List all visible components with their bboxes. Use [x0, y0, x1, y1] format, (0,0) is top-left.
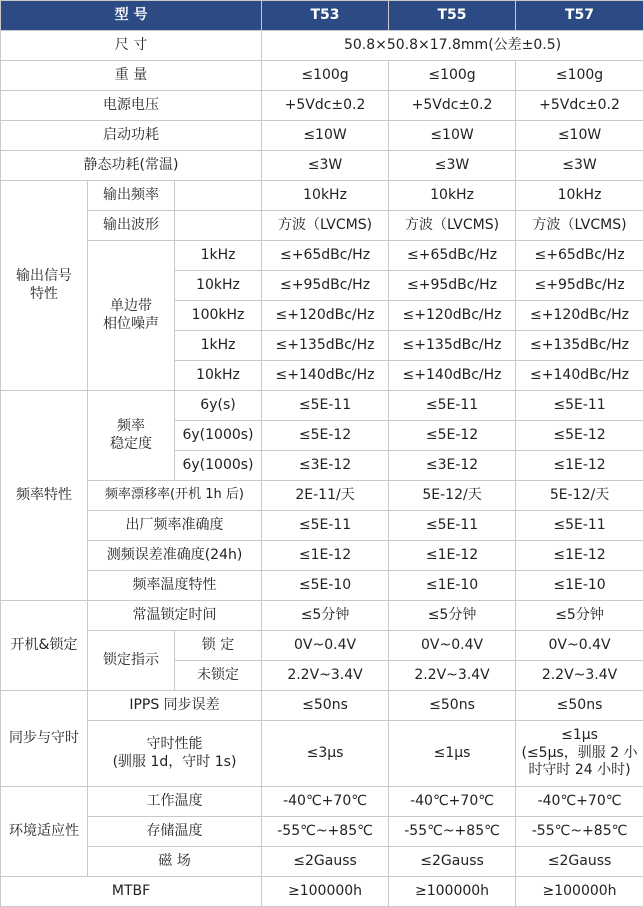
noise-offset: 100kHz [175, 301, 262, 331]
noise-t53: ≤+65dBc/Hz [262, 241, 389, 271]
noise-t55: ≤+135dBc/Hz [389, 331, 516, 361]
table-row [1, 817, 643, 847]
op-temp-t53: -40℃+70℃ [262, 787, 389, 817]
store-temp-t55: -55℃~+85℃ [389, 817, 516, 847]
header-t53: T53 [262, 1, 389, 31]
weight-t57: ≤100g [516, 61, 643, 91]
noise-t53: ≤+95dBc/Hz [262, 271, 389, 301]
table-row [1, 151, 643, 181]
phase-noise-label: 单边带 相位噪声 [88, 241, 175, 391]
table-row [1, 847, 643, 877]
table-row [1, 877, 643, 907]
weight-t53: ≤100g [262, 61, 389, 91]
unlocked-t57: 2.2V~3.4V [516, 661, 643, 691]
op-temp-label: 工作温度 [88, 787, 262, 817]
measure-label: 测频误差准确度(24h) [88, 541, 262, 571]
table-row [1, 241, 643, 271]
drift-t53: 2E-11/天 [262, 481, 389, 511]
table-row [1, 511, 643, 541]
store-temp-t57: -55℃~+85℃ [516, 817, 643, 847]
noise-offset: 10kHz [175, 361, 262, 391]
noise-t53: ≤+135dBc/Hz [262, 331, 389, 361]
noise-offset: 10kHz [175, 271, 262, 301]
voltage-t57: +5Vdc±0.2 [516, 91, 643, 121]
startup-power-t55: ≤10W [389, 121, 516, 151]
ipps-label: IPPS 同步误差 [88, 691, 262, 721]
noise-t55: ≤+140dBc/Hz [389, 361, 516, 391]
header-t57: T57 [516, 1, 643, 31]
noise-t53: ≤+140dBc/Hz [262, 361, 389, 391]
header-t55: T55 [389, 1, 516, 31]
ipps-t53: ≤50ns [262, 691, 389, 721]
table-row [1, 541, 643, 571]
drift-t55: 5E-12/天 [389, 481, 516, 511]
holdover-t57: ≤1μs (≤5μs，驯服 2 小 时守时 24 小时) [516, 721, 643, 787]
stability-t53: ≤5E-12 [262, 421, 389, 451]
lock-indicator-label: 锁定指示 [88, 631, 175, 691]
stability-t55: ≤5E-11 [389, 391, 516, 421]
header-model: 型 号 [1, 1, 262, 31]
accuracy-label: 出厂频率准确度 [88, 511, 262, 541]
measure-t53: ≤1E-12 [262, 541, 389, 571]
mtbf-t53: ≥100000h [262, 877, 389, 907]
lock-time-t53: ≤5分钟 [262, 601, 389, 631]
measure-t57: ≤1E-12 [516, 541, 643, 571]
unlocked-t53: 2.2V~3.4V [262, 661, 389, 691]
table-row [1, 721, 643, 787]
accuracy-t55: ≤5E-11 [389, 511, 516, 541]
mtbf-t55: ≥100000h [389, 877, 516, 907]
stability-t57: ≤5E-11 [516, 391, 643, 421]
holdover-label: 守时性能 (驯服 1d，守时 1s) [88, 721, 262, 787]
table-row [1, 481, 643, 511]
startup-power-t53: ≤10W [262, 121, 389, 151]
temp-char-t55: ≤1E-10 [389, 571, 516, 601]
op-temp-t55: -40℃+70℃ [389, 787, 516, 817]
store-temp-label: 存储温度 [88, 817, 262, 847]
magnetic-t57: ≤2Gauss [516, 847, 643, 877]
temp-char-t57: ≤1E-10 [516, 571, 643, 601]
magnetic-label: 磁 场 [88, 847, 262, 877]
magnetic-t55: ≤2Gauss [389, 847, 516, 877]
size-label: 尺 寸 [1, 31, 262, 61]
drift-t57: 5E-12/天 [516, 481, 643, 511]
drift-label: 频率漂移率(开机 1h 后) [88, 481, 262, 511]
stability-t55: ≤5E-12 [389, 421, 516, 451]
lock-time-t57: ≤5分钟 [516, 601, 643, 631]
accuracy-t53: ≤5E-11 [262, 511, 389, 541]
table-row [1, 391, 643, 421]
noise-t55: ≤+65dBc/Hz [389, 241, 516, 271]
voltage-t55: +5Vdc±0.2 [389, 91, 516, 121]
noise-t55: ≤+120dBc/Hz [389, 301, 516, 331]
holdover-t53: ≤3μs [262, 721, 389, 787]
table-row [1, 571, 643, 601]
stability-t53: ≤5E-11 [262, 391, 389, 421]
noise-t57: ≤+135dBc/Hz [516, 331, 643, 361]
table-row [1, 91, 643, 121]
stability-t55: ≤3E-12 [389, 451, 516, 481]
output-waveform-t55: 方波（LVCMS) [389, 211, 516, 241]
mtbf-label: MTBF [1, 877, 262, 907]
table-row [1, 601, 643, 631]
lock-time-t55: ≤5分钟 [389, 601, 516, 631]
weight-t55: ≤100g [389, 61, 516, 91]
table-row [1, 31, 643, 61]
output-frequency-t55: 10kHz [389, 181, 516, 211]
empty-cell [175, 181, 262, 211]
noise-t57: ≤+140dBc/Hz [516, 361, 643, 391]
output-frequency-t53: 10kHz [262, 181, 389, 211]
lock-group-label: 开机&锁定 [1, 601, 88, 691]
static-power-t57: ≤3W [516, 151, 643, 181]
table-row [1, 211, 643, 241]
table-row [1, 631, 643, 661]
noise-t57: ≤+120dBc/Hz [516, 301, 643, 331]
startup-power-label: 启动功耗 [1, 121, 262, 151]
unlocked-label: 未锁定 [175, 661, 262, 691]
output-frequency-t57: 10kHz [516, 181, 643, 211]
stability-period: 6y(1000s) [175, 421, 262, 451]
voltage-t53: +5Vdc±0.2 [262, 91, 389, 121]
locked-t55: 0V~0.4V [389, 631, 516, 661]
sync-group-label: 同步与守时 [1, 691, 88, 787]
noise-offset: 1kHz [175, 241, 262, 271]
table-row [1, 787, 643, 817]
table-row [1, 121, 643, 151]
env-group-label: 环境适应性 [1, 787, 88, 877]
stability-label: 频率 稳定度 [88, 391, 175, 481]
stability-period: 6y(s) [175, 391, 262, 421]
ipps-t57: ≤50ns [516, 691, 643, 721]
freq-group-label: 频率特性 [1, 391, 88, 601]
store-temp-t53: -55℃~+85℃ [262, 817, 389, 847]
unlocked-t55: 2.2V~3.4V [389, 661, 516, 691]
output-waveform-t53: 方波（LVCMS) [262, 211, 389, 241]
size-value: 50.8×50.8×17.8mm(公差±0.5) [262, 31, 643, 61]
ipps-t55: ≤50ns [389, 691, 516, 721]
mtbf-t57: ≥100000h [516, 877, 643, 907]
startup-power-t57: ≤10W [516, 121, 643, 151]
stability-period: 6y(1000s) [175, 451, 262, 481]
temp-char-label: 频率温度特性 [88, 571, 262, 601]
header-row [1, 1, 643, 31]
magnetic-t53: ≤2Gauss [262, 847, 389, 877]
noise-t53: ≤+120dBc/Hz [262, 301, 389, 331]
output-waveform-label: 输出波形 [88, 211, 175, 241]
stability-t57: ≤1E-12 [516, 451, 643, 481]
holdover-t55: ≤1μs [389, 721, 516, 787]
static-power-t53: ≤3W [262, 151, 389, 181]
lock-time-label: 常温锁定时间 [88, 601, 262, 631]
table-row [1, 181, 643, 211]
noise-t57: ≤+95dBc/Hz [516, 271, 643, 301]
output-group-label: 输出信号 特性 [1, 181, 88, 391]
table-row [1, 691, 643, 721]
output-waveform-t57: 方波（LVCMS) [516, 211, 643, 241]
temp-char-t53: ≤5E-10 [262, 571, 389, 601]
measure-t55: ≤1E-12 [389, 541, 516, 571]
weight-label: 重 量 [1, 61, 262, 91]
noise-t55: ≤+95dBc/Hz [389, 271, 516, 301]
stability-t57: ≤5E-12 [516, 421, 643, 451]
locked-label: 锁 定 [175, 631, 262, 661]
locked-t57: 0V~0.4V [516, 631, 643, 661]
op-temp-t57: -40℃+70℃ [516, 787, 643, 817]
stability-t53: ≤3E-12 [262, 451, 389, 481]
empty-cell [175, 211, 262, 241]
noise-offset: 1kHz [175, 331, 262, 361]
table-row [1, 61, 643, 91]
static-power-label: 静态功耗(常温) [1, 151, 262, 181]
output-frequency-label: 输出频率 [88, 181, 175, 211]
noise-t57: ≤+65dBc/Hz [516, 241, 643, 271]
accuracy-t57: ≤5E-11 [516, 511, 643, 541]
locked-t53: 0V~0.4V [262, 631, 389, 661]
voltage-label: 电源电压 [1, 91, 262, 121]
static-power-t55: ≤3W [389, 151, 516, 181]
